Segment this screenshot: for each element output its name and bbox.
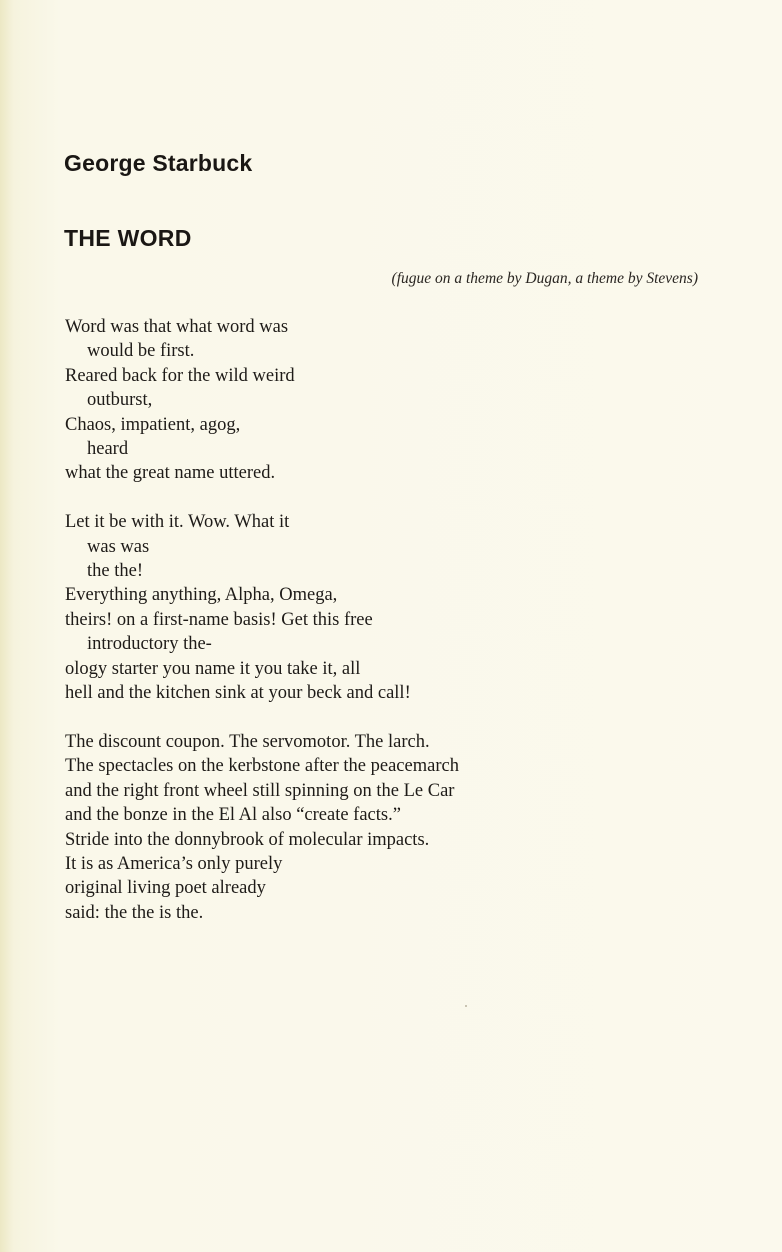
poem-stanza (65, 510, 705, 705)
poem-line: Let it be with it. Wow. What it (65, 512, 290, 533)
poem-line: The spectacles on the kerbstone after the peacemarch (65, 756, 459, 777)
poem-line: the the! (87, 561, 143, 582)
poem-line: Everything anything, Alpha, Omega, (65, 585, 338, 606)
poem-line: Reared back for the wild weird (65, 365, 295, 386)
poem-line: introductory the- (87, 634, 212, 655)
poem-line: Chaos, impatient, agog, (65, 414, 241, 435)
poem-stanza (65, 730, 705, 925)
poem-line: said: the the is the. (65, 902, 204, 923)
poem-line: theirs! on a first-name basis! Get this free (65, 609, 373, 630)
poem-epigraph: (fugue on a theme by Dugan, a theme by Stevens) (391, 270, 698, 287)
poem-title: THE WORD (64, 225, 192, 251)
poem-line: was was (87, 536, 150, 557)
poem-line: It is as America’s only purely (65, 853, 283, 874)
poem-stanza (65, 315, 705, 486)
poem-line: heard (87, 439, 129, 460)
poem-line: The discount coupon. The servomotor. The larch. (65, 731, 430, 752)
poem-line: would be first. (87, 341, 195, 362)
author-name: George Starbuck (64, 150, 253, 176)
poem-line: Word was that what word was (65, 317, 289, 337)
poem-body (65, 315, 705, 950)
poem-line: outburst, (87, 390, 153, 411)
poem-line: what the great name uttered. (65, 463, 276, 484)
poem-line: hell and the kitchen sink at your beck and call! (65, 683, 411, 704)
poem-line: Stride into the donnybrook of molecular impacts. (65, 829, 430, 850)
poem-line: original living poet already (65, 878, 266, 899)
poem-line: ology starter you name it you take it, all (65, 658, 361, 679)
poem-line: and the right front wheel still spinning on the Le Car (65, 780, 455, 801)
poem-line: and the bonze in the El Al also “create facts.” (65, 805, 401, 826)
paper-speck (465, 1005, 467, 1007)
